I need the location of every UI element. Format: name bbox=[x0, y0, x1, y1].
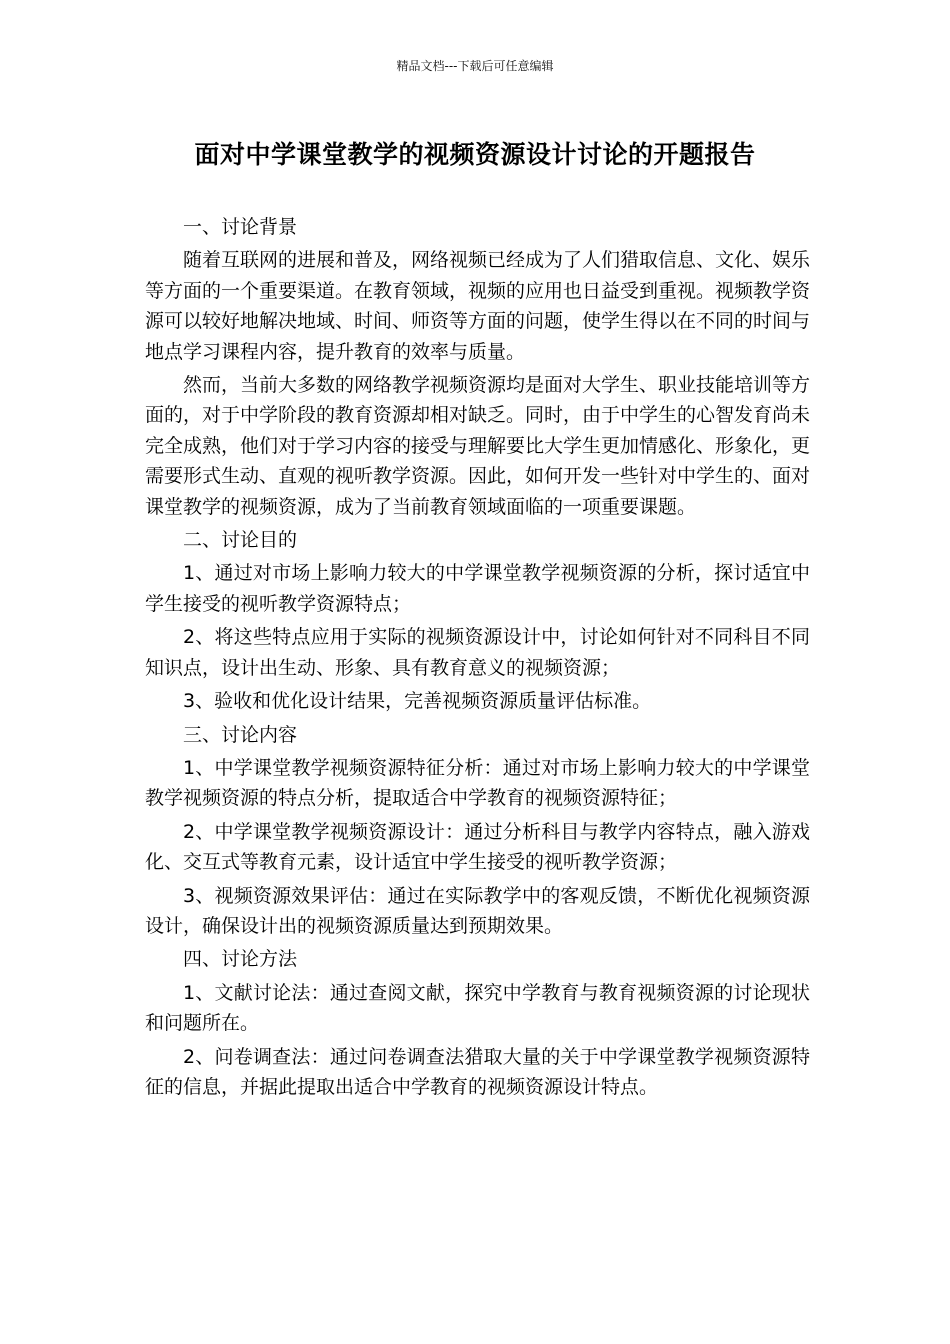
paragraph: 3、验收和优化设计结果，完善视频资源质量评估标准。 bbox=[183, 690, 652, 713]
paragraph: 2、问卷调查法：通过问卷调查法猎取大量的关于中学课堂教学视频资源特征的信息，并据此提取出适合中学教育的视频资源设计特点。 bbox=[145, 1045, 810, 1098]
paragraph: 然而，当前大多数的网络教学视频资源均是面对大学生、职业技能培训等方面的，对于中学阶段的教育资源却相对缺乏。同时，由于中学生的心智发育尚未完全成熟，他们对于学习内容的接受与理解要比大学生更加情感化、形象化，更需要形式生动、直观的视听教学资源。因此，如何开发一些针对中学生的、面对课堂教学的视频资源，成为了当前教育领域面临的一项重要课题。 bbox=[145, 374, 811, 518]
document-title: 面对中学课堂教学的视频资源设计讨论的开题报告 bbox=[194, 140, 756, 169]
section-heading-background: 一、讨论背景 bbox=[183, 216, 298, 238]
section-heading-purpose: 二、讨论目的 bbox=[183, 529, 298, 552]
paragraph: 2、将这些特点应用于实际的视频资源设计中，讨论如何针对不同科目不同知识点，设计出生动、形象、具有教育意义的视频资源； bbox=[145, 626, 810, 679]
paragraph: 1、文献讨论法：通过查阅文献，探究中学教育与教育视频资源的讨论现状和问题所在。 bbox=[145, 981, 810, 1035]
paragraph: 随着互联网的进展和普及，网络视频已经成为了人们猎取信息、文化、娱乐等方面的一个重要渠道。在教育领域，视频的应用也日益受到重视。视频教学资源可以较好地解决地域、时间、师资等方面的问题，使学生得以在不同的时间与地点学习课程内容，提升教育的效率与质量。 bbox=[145, 249, 811, 363]
paragraph: 1、中学课堂教学视频资源特征分析：通过对市场上影响力较大的中学课堂教学视频资源的特点分析，提取适合中学教育的视频资源特征； bbox=[145, 756, 810, 810]
paragraph: 3、视频资源效果评估：通过在实际教学中的客观反馈，不断优化视频资源设计，确保设计出的视频资源质量达到预期效果。 bbox=[145, 884, 810, 937]
document-body bbox=[145, 212, 810, 1105]
section-heading-content: 三、讨论内容 bbox=[183, 723, 298, 746]
header-note: 精品文档---下载后可任意编辑 bbox=[396, 59, 554, 73]
paragraph: 2、中学课堂教学视频资源设计：通过分析科目与教学内容特点，融入游戏化、交互式等教育元素，设计适宜中学生接受的视听教学资源； bbox=[145, 820, 810, 874]
paragraph: 1、通过对市场上影响力较大的中学课堂教学视频资源的分析，探讨适宜中学生接受的视听教学资源特点； bbox=[145, 562, 810, 615]
section-heading-methods: 四、讨论方法 bbox=[183, 948, 298, 971]
